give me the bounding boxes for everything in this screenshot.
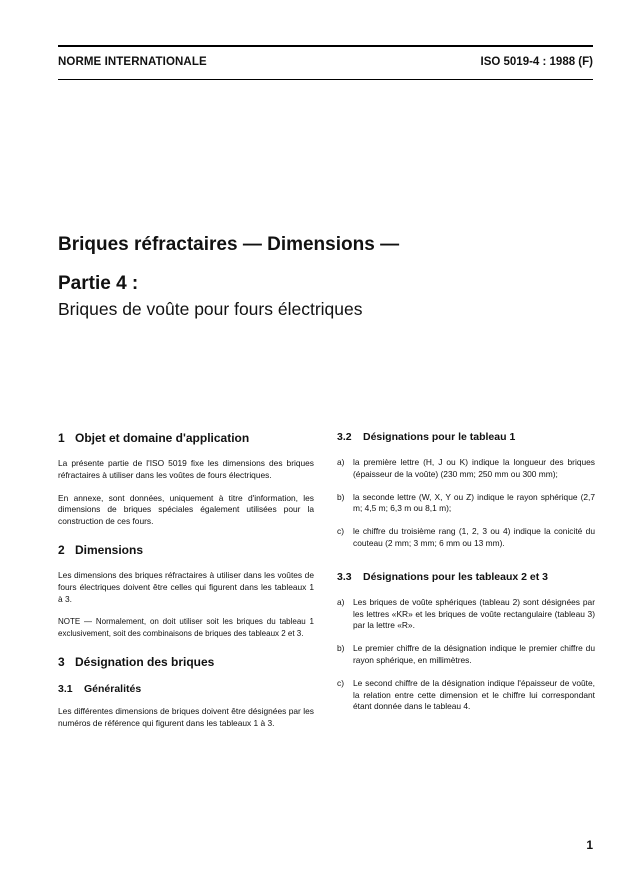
list-item bbox=[337, 643, 595, 667]
section-1-heading bbox=[58, 430, 314, 446]
item-label: c) bbox=[337, 526, 344, 537]
left-column bbox=[58, 430, 314, 730]
item-text: le chiffre du troisième rang (1, 2, 3 ou 4) indique la conicité du couteau (2 mm; 3 mm; 6 mm ou 13 mm). bbox=[353, 526, 595, 548]
paragraph: Les différentes dimensions de briques doivent être désignées par les numéros de référence qui figurent dans les tableaux 1 à 3. bbox=[58, 705, 314, 728]
subsection-title: Généralités bbox=[84, 682, 142, 695]
paragraph: La présente partie de l'ISO 5019 fixe les dimensions des briques réfractaires à utiliser dans les voûtes de fours électriques. bbox=[58, 458, 314, 480]
item-text: Le premier chiffre de la désignation indique le premier chiffre du rayon sphérique, en millimètres. bbox=[353, 643, 595, 665]
section-3-heading bbox=[58, 654, 314, 670]
part-title: Partie 4 : bbox=[58, 273, 139, 294]
part-subtitle: Briques de voûte pour fours électriques bbox=[58, 299, 363, 319]
section-title: Désignation des briques bbox=[75, 654, 215, 669]
header-bottom-rule bbox=[58, 79, 593, 80]
subsection-number: 3.1 bbox=[58, 682, 73, 695]
right-column bbox=[337, 430, 595, 713]
document-title: Briques réfractaires — Dimensions — bbox=[58, 234, 400, 255]
subsection-3-1-heading bbox=[58, 682, 314, 696]
section-number: 2 bbox=[58, 542, 65, 557]
item-text: Les briques de voûte sphériques (tableau 2) sont désignées par les lettres «KR» et les briques de voûte rectangulaire (tableau 3) par la lettre «R». bbox=[353, 596, 595, 631]
section-number: 1 bbox=[58, 431, 65, 445]
item-label: c) bbox=[337, 677, 344, 688]
item-text: Le second chiffre de la désignation indique l'épaisseur de voûte, la relation entre cette dimension et le chiffre lui correspondant étant donnée dans le tableau 4. bbox=[353, 677, 595, 712]
standard-reference: ISO 5019-4 : 1988 (F) bbox=[480, 56, 593, 68]
list-item bbox=[337, 597, 595, 632]
subsection-number: 3.3 bbox=[337, 570, 352, 583]
list-item bbox=[337, 492, 595, 516]
standard-type: NORME INTERNATIONALE bbox=[58, 56, 207, 68]
item-label: b) bbox=[337, 491, 345, 502]
list-item bbox=[337, 678, 595, 713]
subsection-3-3-heading bbox=[337, 570, 595, 584]
subsection-title: Désignations pour le tableau 1 bbox=[363, 431, 516, 443]
item-text: la première lettre (H, J ou K) indique la longueur des briques (épaisseur de la voûte) (230 mm; 250 mm ou 300 mm); bbox=[353, 457, 595, 479]
subsection-3-2-heading bbox=[337, 430, 595, 444]
paragraph: Les dimensions des briques réfractaires à utiliser dans les voûtes de fours électriques doivent être celles qui figurent dans les tableaux 1 à 3. bbox=[58, 569, 314, 604]
title-block bbox=[58, 233, 598, 320]
section-title: Objet et domaine d'application bbox=[75, 431, 250, 445]
list-item bbox=[337, 526, 595, 550]
item-label: a) bbox=[337, 457, 345, 467]
item-label: b) bbox=[337, 643, 345, 654]
subsection-number: 3.2 bbox=[337, 431, 352, 443]
section-number: 3 bbox=[58, 654, 65, 669]
item-label: a) bbox=[337, 596, 345, 607]
section-2-heading bbox=[58, 542, 314, 558]
note: NOTE — Normalement, on doit utiliser soit les briques du tableau 1 exclusivement, soit des combinaisons de briques des tableaux 2 et 3. bbox=[58, 617, 314, 639]
item-text: la seconde lettre (W, X, Y ou Z) indique le rayon sphérique (2,7 m; 4,5 m; 6,3 m ou 8,1 m); bbox=[353, 491, 595, 514]
list-item bbox=[337, 457, 595, 481]
header-top-rule bbox=[58, 45, 593, 47]
paragraph: En annexe, sont données, uniquement à titre d'information, les dimensions de briques spéciales également utilisées pour la construction de ces fours. bbox=[58, 492, 314, 527]
page-number: 1 bbox=[586, 838, 593, 852]
subsection-title: Désignations pour les tableaux 2 et 3 bbox=[363, 570, 548, 583]
section-title: Dimensions bbox=[75, 542, 144, 557]
